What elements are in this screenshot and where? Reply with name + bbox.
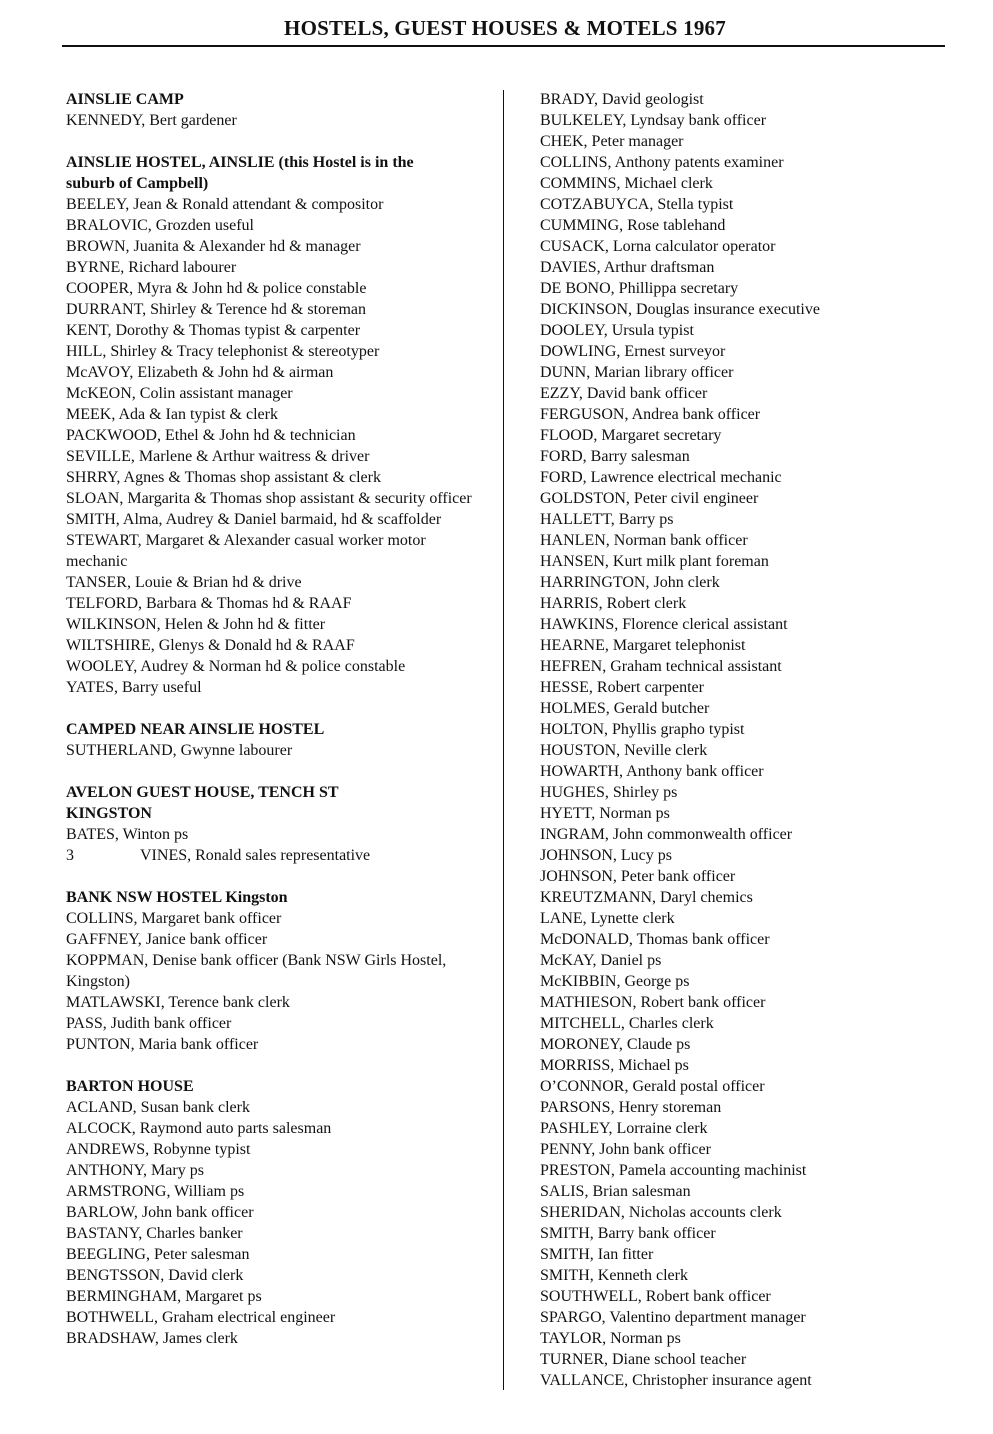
directory-entry: MATLAWSKI, Terence bank clerk	[66, 994, 290, 1011]
section-group	[66, 89, 476, 131]
directory-entry: KREUTZMANN, Daryl chemics	[540, 889, 753, 906]
directory-entry: SLOAN, Margarita & Thomas shop assistant & security officer	[66, 490, 472, 507]
directory-entry: MORRISS, Michael ps	[540, 1057, 689, 1074]
directory-entry: CUSACK, Lorna calculator operator	[540, 238, 776, 255]
section-heading: AINSLIE CAMP	[66, 91, 184, 108]
entry-number: 3	[66, 847, 74, 864]
directory-entry: BENGTSSON, David clerk	[66, 1267, 244, 1284]
directory-entry: COTZABUYCA, Stella typist	[540, 196, 734, 213]
section-group	[66, 887, 476, 1055]
directory-entry: BASTANY, Charles banker	[66, 1225, 243, 1242]
directory-entry: DOWLING, Ernest surveyor	[540, 343, 726, 360]
left-column	[66, 89, 476, 1370]
directory-entry: McAVOY, Elizabeth & John hd & airman	[66, 364, 334, 381]
section-group	[66, 719, 476, 761]
directory-entry: CHEK, Peter manager	[540, 133, 684, 150]
directory-entry: BARLOW, John bank officer	[66, 1204, 254, 1221]
directory-entry: PACKWOOD, Ethel & John hd & technician	[66, 427, 356, 444]
directory-entry: ACLAND, Susan bank clerk	[66, 1099, 250, 1116]
directory-entry: HOWARTH, Anthony bank officer	[540, 763, 764, 780]
directory-entry: MITCHELL, Charles clerk	[540, 1015, 714, 1032]
directory-entry: O’CONNOR, Gerald postal officer	[540, 1078, 765, 1095]
directory-entry: HOLMES, Gerald butcher	[540, 700, 710, 717]
directory-entry: VALLANCE, Christopher insurance agent	[540, 1372, 812, 1389]
directory-entry: WOOLEY, Audrey & Norman hd & police constable	[66, 658, 406, 675]
directory-entry: GAFFNEY, Janice bank officer	[66, 931, 268, 948]
directory-entry: COOPER, Myra & John hd & police constable	[66, 280, 367, 297]
directory-entry: PASS, Judith bank officer	[66, 1015, 232, 1032]
directory-entry: FERGUSON, Andrea bank officer	[540, 406, 761, 423]
directory-entry: FORD, Lawrence electrical mechanic	[540, 469, 782, 486]
directory-entry: HANLEN, Norman bank officer	[540, 532, 748, 549]
directory-entry: HARRIS, Robert clerk	[540, 595, 687, 612]
directory-entry: PASHLEY, Lorraine clerk	[540, 1120, 708, 1137]
directory-entry: SPARGO, Valentino department manager	[540, 1309, 806, 1326]
directory-entry: HEARNE, Margaret telephonist	[540, 637, 746, 654]
section-heading: CAMPED NEAR AINSLIE HOSTEL	[66, 721, 325, 738]
directory-entry: TANSER, Louie & Brian hd & drive	[66, 574, 302, 591]
directory-entry: TELFORD, Barbara & Thomas hd & RAAF	[66, 595, 352, 612]
directory-entry: COLLINS, Margaret bank officer	[66, 910, 282, 927]
directory-entry: PRESTON, Pamela accounting machinist	[540, 1162, 807, 1179]
section-heading: BANK NSW HOSTEL Kingston	[66, 889, 288, 906]
directory-entry: HANSEN, Kurt milk plant foreman	[540, 553, 769, 570]
directory-entry: HUGHES, Shirley ps	[540, 784, 678, 801]
directory-entry: CUMMING, Rose tablehand	[540, 217, 726, 234]
section-group	[66, 782, 476, 866]
directory-entry: SOUTHWELL, Robert bank officer	[540, 1288, 771, 1305]
directory-entry: HALLETT, Barry ps	[540, 511, 674, 528]
directory-entry: BULKELEY, Lyndsay bank officer	[540, 112, 767, 129]
directory-entry: BRALOVIC, Grozden useful	[66, 217, 254, 234]
directory-entry: ANTHONY, Mary ps	[66, 1162, 204, 1179]
directory-entry: BRADY, David geologist	[540, 91, 704, 108]
directory-entry: SMITH, Kenneth clerk	[540, 1267, 688, 1284]
directory-entry: FORD, Barry salesman	[540, 448, 690, 465]
directory-entry: BOTHWELL, Graham electrical engineer	[66, 1309, 336, 1326]
directory-entry: LANE, Lynette clerk	[540, 910, 675, 927]
directory-entry: McKEON, Colin assistant manager	[66, 385, 293, 402]
directory-entry: TURNER, Diane school teacher	[540, 1351, 747, 1368]
directory-entry: SMITH, Ian fitter	[540, 1246, 654, 1263]
section-group	[66, 1076, 476, 1349]
directory-entry: HILL, Shirley & Tracy telephonist & stereotyper	[66, 343, 380, 360]
column-divider	[503, 90, 504, 1390]
directory-entry: EZZY, David bank officer	[540, 385, 708, 402]
directory-entry: SMITH, Alma, Audrey & Daniel barmaid, hd & scaffolder	[66, 511, 442, 528]
directory-entry: MATHIESON, Robert bank officer	[540, 994, 766, 1011]
directory-entry: SALIS, Brian salesman	[540, 1183, 691, 1200]
directory-entry: BYRNE, Richard labourer	[66, 259, 237, 276]
directory-entry: DOOLEY, Ursula typist	[540, 322, 694, 339]
numbered-entry	[66, 845, 476, 866]
directory-entry: GOLDSTON, Peter civil engineer	[540, 490, 759, 507]
directory-entry: DE BONO, Phillippa secretary	[540, 280, 739, 297]
directory-entry: HOLTON, Phyllis grapho typist	[540, 721, 745, 738]
directory-entry: WILKINSON, Helen & John hd & fitter	[66, 616, 326, 633]
directory-entry: SHERIDAN, Nicholas accounts clerk	[540, 1204, 782, 1221]
directory-entry: HARRINGTON, John clerk	[540, 574, 720, 591]
directory-entry: SMITH, Barry bank officer	[540, 1225, 716, 1242]
directory-entry: YATES, Barry useful	[66, 679, 202, 696]
directory-entry: COMMINS, Michael clerk	[540, 175, 713, 192]
directory-entry: FLOOD, Margaret secretary	[540, 427, 722, 444]
directory-entry: KENNEDY, Bert gardener	[66, 112, 237, 129]
directory-entry: ALCOCK, Raymond auto parts salesman	[66, 1120, 332, 1137]
directory-entry: COLLINS, Anthony patents examiner	[540, 154, 784, 171]
directory-entry: BERMINGHAM, Margaret ps	[66, 1288, 262, 1305]
directory-entry: HEFREN, Graham technical assistant	[540, 658, 782, 675]
directory-entry: McKIBBIN, George ps	[540, 973, 690, 990]
directory-entry: BEELEY, Jean & Ronald attendant & compositor	[66, 196, 384, 213]
directory-entry: McDONALD, Thomas bank officer	[540, 931, 770, 948]
directory-entry: BATES, Winton ps	[66, 826, 189, 843]
section-group	[66, 152, 476, 698]
directory-entry: WILTSHIRE, Glenys & Donald hd & RAAF	[66, 637, 355, 654]
directory-entry: MORONEY, Claude ps	[540, 1036, 691, 1053]
section-heading: AVELON GUEST HOUSE, TENCH ST	[66, 784, 339, 801]
directory-entry: HYETT, Norman ps	[540, 805, 670, 822]
directory-entry: SEVILLE, Marlene & Arthur waitress & driver	[66, 448, 370, 465]
entry-text: VINES, Ronald sales representative	[140, 847, 371, 864]
directory-entry: JOHNSON, Lucy ps	[540, 847, 672, 864]
directory-entry: BEEGLING, Peter salesman	[66, 1246, 250, 1263]
directory-entry: TAYLOR, Norman ps	[540, 1330, 681, 1347]
directory-entry: McKAY, Daniel ps	[540, 952, 662, 969]
section-heading: suburb of Campbell)	[66, 175, 209, 192]
directory-entry: PARSONS, Henry storeman	[540, 1099, 722, 1116]
directory-entry: SUTHERLAND, Gwynne labourer	[66, 742, 293, 759]
directory-entry: SHRRY, Agnes & Thomas shop assistant & clerk	[66, 469, 381, 486]
directory-entry: PUNTON, Maria bank officer	[66, 1036, 259, 1053]
right-column	[540, 89, 940, 1391]
directory-entry: BRADSHAW, James clerk	[66, 1330, 238, 1347]
directory-entry: JOHNSON, Peter bank officer	[540, 868, 736, 885]
directory-entry: MEEK, Ada & Ian typist & clerk	[66, 406, 278, 423]
directory-entry: DURRANT, Shirley & Terence hd & storeman	[66, 301, 367, 318]
section-heading: BARTON HOUSE	[66, 1078, 194, 1095]
directory-entry: ARMSTRONG, William ps	[66, 1183, 245, 1200]
directory-entry: HOUSTON, Neville clerk	[540, 742, 708, 759]
directory-entry: BROWN, Juanita & Alexander hd & manager	[66, 238, 361, 255]
directory-entry: STEWART, Margaret & Alexander casual worker motor mechanic	[66, 532, 426, 570]
directory-entry: ANDREWS, Robynne typist	[66, 1141, 251, 1158]
directory-entry: INGRAM, John commonwealth officer	[540, 826, 793, 843]
directory-entry: DICKINSON, Douglas insurance executive	[540, 301, 820, 318]
directory-entry: DAVIES, Arthur draftsman	[540, 259, 715, 276]
directory-entry: DUNN, Marian library officer	[540, 364, 734, 381]
directory-entry: HESSE, Robert carpenter	[540, 679, 704, 696]
page-title: HOSTELS, GUEST HOUSES & MOTELS 1967	[284, 16, 726, 40]
directory-entry: KOPPMAN, Denise bank officer (Bank NSW Girls Hostel, Kingston)	[66, 952, 447, 990]
section-heading: KINGSTON	[66, 805, 152, 822]
section-heading: AINSLIE HOSTEL, AINSLIE (this Hostel is in the	[66, 154, 414, 171]
title-underline	[62, 45, 945, 47]
directory-entry: PENNY, John bank officer	[540, 1141, 711, 1158]
directory-entry: HAWKINS, Florence clerical assistant	[540, 616, 788, 633]
directory-entry: KENT, Dorothy & Thomas typist & carpenter	[66, 322, 361, 339]
